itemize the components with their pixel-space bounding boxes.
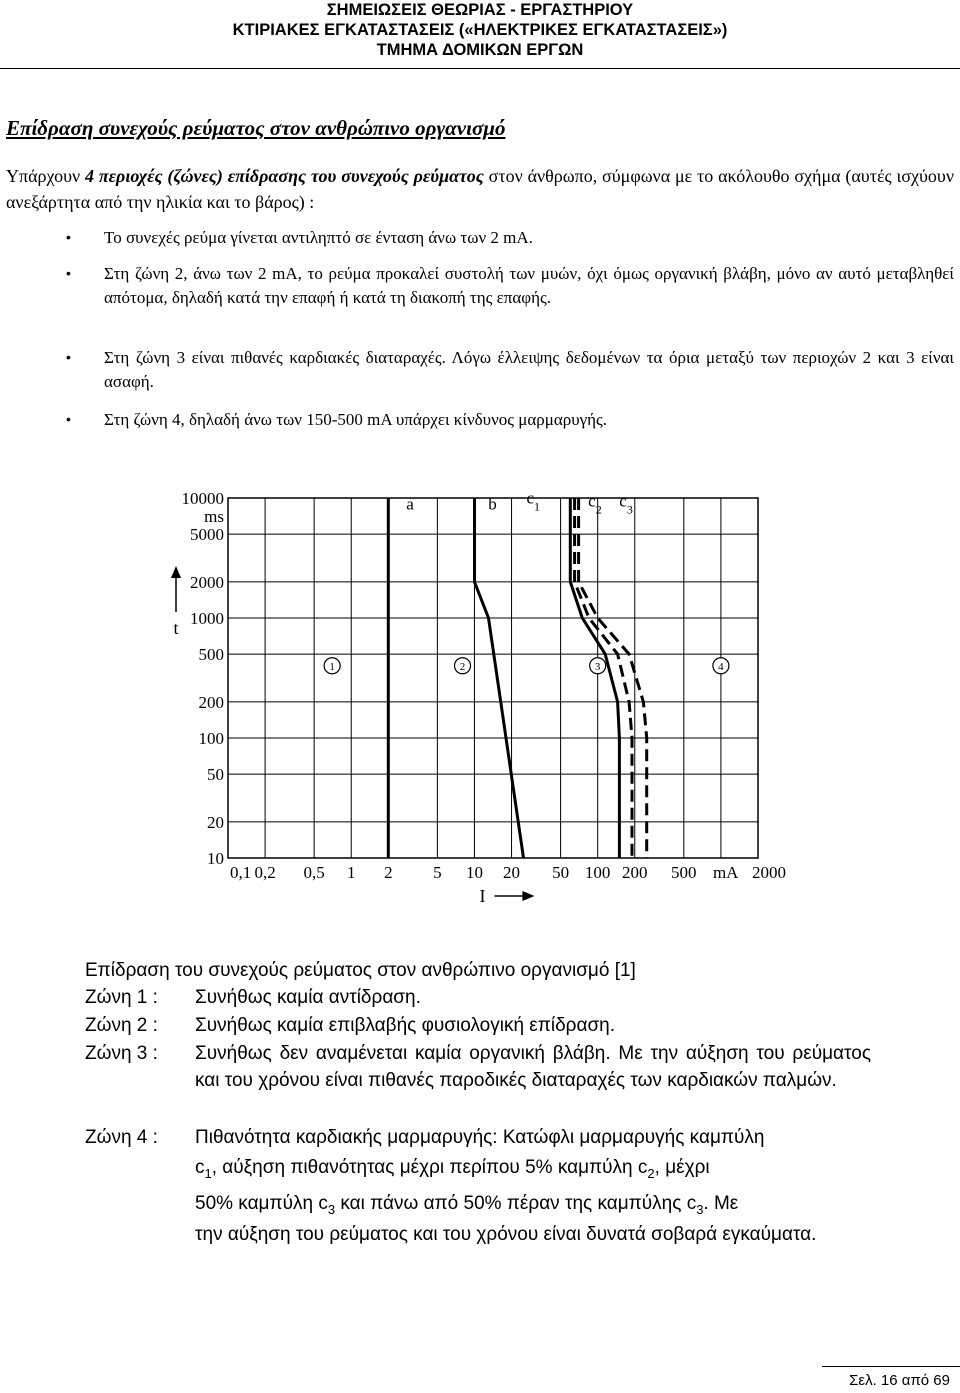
plot-frame — [228, 498, 758, 858]
zone-marker-label: 3 — [594, 660, 601, 673]
zone-4-text-2: , αύξηση πιθανότητας μέχρι περίπου 5% καμπύλη — [211, 1157, 633, 1178]
y-tick-label: 10 — [207, 849, 224, 868]
x-tick-label: 0,5 — [303, 863, 325, 882]
zone-4-line-2 — [195, 1154, 871, 1187]
zone-1-label: Ζώνη 1 : — [85, 987, 158, 1008]
y-tick-label: 5000 — [190, 525, 224, 545]
intro-prefix: Υπάρχουν — [6, 166, 85, 186]
y-tick-label: 100 — [198, 729, 224, 748]
c-symbol: c — [637, 1157, 648, 1178]
bullet-1-marker: • — [66, 229, 71, 245]
y-tick-label: 1000 — [190, 609, 224, 628]
intro-suffix: στον άνθρωπο, σύμφωνα με το ακόλουθο σχήμα (αυτές ισχύουν ανεξάρτητα από την ηλικία και το βάρος) : — [6, 166, 954, 212]
zone-1-text: Συνήθως καμία αντίδραση. — [195, 987, 421, 1008]
zone-4-text-6: . Με — [703, 1193, 739, 1214]
curve-label-subscript: 2 — [595, 502, 602, 517]
intro-bold: 4 περιοχές (ζώνες) επίδρασης του συνεχούς ρεύματος — [85, 166, 484, 186]
zone-4-text-4: 50% καμπύλη — [195, 1193, 314, 1214]
bullet-3-text: Στη ζώνη 3 είναι πιθανές καρδιακές διαταραχές. Λόγω έλλειψης δεδομένων τα όρια μεταξύ των περιοχών 2 και 3 είναι ασαφή. — [104, 348, 954, 391]
curve-label-subscript: 1 — [534, 499, 541, 514]
x-tick-label: 2000 — [752, 863, 786, 882]
curve-c2 — [575, 498, 632, 858]
zone-marker-label: 1 — [329, 660, 335, 673]
x-tick-label: 10 — [465, 863, 483, 882]
y-unit-label: ms — [204, 507, 224, 526]
y-tick-label: 500 — [198, 645, 224, 665]
chart-labels — [171, 488, 786, 906]
curve-label: $c_2$ — [588, 491, 602, 517]
figure-caption: Επίδραση του συνεχούς ρεύματος στον ανθρώπινο οργανισμό [1] — [85, 960, 636, 981]
zone-3-label: Ζώνη 3 : — [85, 1043, 158, 1064]
chart-grid — [228, 498, 758, 858]
c-symbol: c — [195, 1157, 205, 1178]
header-divider — [0, 68, 960, 69]
c3-subscript: 3 — [696, 1201, 704, 1217]
x-tick-label: 500 — [671, 863, 697, 882]
zone-4-text-5: και πάνω από 50% πέραν της καμπύλης — [340, 1193, 682, 1214]
x-tick-label: 1 — [346, 863, 356, 882]
bullet-1-text: Το συνεχές ρεύμα γίνεται αντιληπτό σε ένταση άνω των 2 mA. — [104, 228, 533, 247]
x-tick-label: 200 — [622, 863, 648, 882]
zone-2-text: Συνήθως καμία επιβλαβής φυσιολογική επίδραση. — [195, 1015, 616, 1036]
x-tick-label: 0,2 — [254, 863, 276, 882]
zone-4-label: Ζώνη 4 : — [85, 1127, 158, 1148]
y-axis-arrowhead — [171, 566, 181, 578]
curve-label: a — [406, 494, 414, 514]
c3-subscript: 3 — [327, 1201, 336, 1217]
x-tick-label: 5 — [433, 863, 442, 882]
curve-label-subscript: 3 — [626, 502, 633, 517]
bullet-4-marker: • — [66, 411, 71, 427]
x-tick-label: 50 — [552, 863, 570, 882]
zone-4-line-4: την αύξηση του ρεύματος και του χρόνου είναι δυνατά σοβαρά εγκαύματα. — [195, 1224, 817, 1245]
page-number: Σελ. 16 από 69 — [849, 1372, 950, 1389]
bullet-3-marker: • — [66, 349, 71, 365]
zone-2-label: Ζώνη 2 : — [85, 1015, 158, 1036]
x-axis-label: I — [479, 886, 486, 906]
x-tick-label: 2 — [384, 863, 393, 882]
y-axis-label: t — [173, 618, 179, 638]
x-axis-arrowhead — [522, 891, 534, 901]
chart-curves — [388, 498, 646, 858]
intro-paragraph — [6, 163, 954, 215]
y-tick-label: 10000 — [181, 489, 224, 508]
c-symbol: c — [686, 1193, 697, 1214]
curve-label: $c_1$ — [526, 488, 541, 514]
zone-4-text-3: , μέχρι — [654, 1157, 710, 1178]
header-line-3: ΤΜΗΜΑ ΔΟΜΙΚΩΝ ΕΡΓΩΝ — [376, 41, 584, 59]
zone-marker-label: 2 — [459, 660, 466, 673]
current-effects-chart — [160, 478, 800, 918]
curve-label: $c_3$ — [619, 491, 633, 517]
footer-divider — [822, 1366, 960, 1367]
x-tick-label: 100 — [584, 863, 611, 882]
header-line-2: ΚΤΙΡΙΑΚΕΣ ΕΓΚΑΤΑΣΤΑΣΕΙΣ («ΗΛΕΚΤΡΙΚΕΣ ΕΓΚΑΤΑΣΤΑΣΕΙΣ») — [232, 21, 728, 39]
y-tick-label: 50 — [207, 765, 224, 785]
curve-label: b — [488, 494, 497, 514]
curve-b — [475, 498, 524, 858]
x-unit-label: mA — [712, 863, 739, 882]
header-line-1: ΣΗΜΕΙΩΣΕΙΣ ΘΕΩΡΙΑΣ - ΕΡΓΑΣΤΗΡΙΟΥ — [326, 1, 634, 19]
x-tick-label: 20 — [503, 863, 521, 882]
y-tick-label: 2000 — [190, 572, 224, 592]
section-title: Επίδραση συνεχούς ρεύματος στον ανθρώπινο οργανισμό — [6, 116, 506, 140]
y-tick-label: 200 — [198, 692, 224, 712]
x-tick-label: 0,1 — [230, 863, 252, 882]
c-symbol: c — [318, 1193, 328, 1214]
zone-marker-label: 4 — [718, 660, 724, 673]
c2-subscript: 2 — [647, 1165, 655, 1181]
bullet-4-text: Στη ζώνη 4, δηλαδή άνω των 150-500 mA υπάρχει κίνδυνος μαρμαρυγής. — [104, 410, 608, 429]
bullet-2-marker: • — [66, 265, 71, 281]
bullet-2-text: Στη ζώνη 2, άνω των 2 mA, το ρεύμα προκαλεί συστολή των μυών, όχι όμως οργανική βλάβη, μόνο αν αυτό μεταβληθεί απότομα, δηλαδή κατά την επαφή ή κατά τη διακοπή της επαφής. — [104, 264, 954, 307]
zone-4-line-3 — [195, 1190, 871, 1223]
c1-subscript: 1 — [204, 1165, 212, 1181]
y-tick-label: 20 — [207, 812, 224, 832]
zone-3-text: Συνήθως δεν αναμένεται καμία οργανική βλάβη. Με την αύξηση του ρεύματος και του χρόνου είναι πιθανές παροδικές διαταραχές των καρδιακών παλμών. — [195, 1043, 871, 1091]
zone-4-line-1: Πιθανότητα καρδιακής μαρμαρυγής: Κατώφλι μαρμαρυγής καμπύλη — [195, 1127, 765, 1148]
